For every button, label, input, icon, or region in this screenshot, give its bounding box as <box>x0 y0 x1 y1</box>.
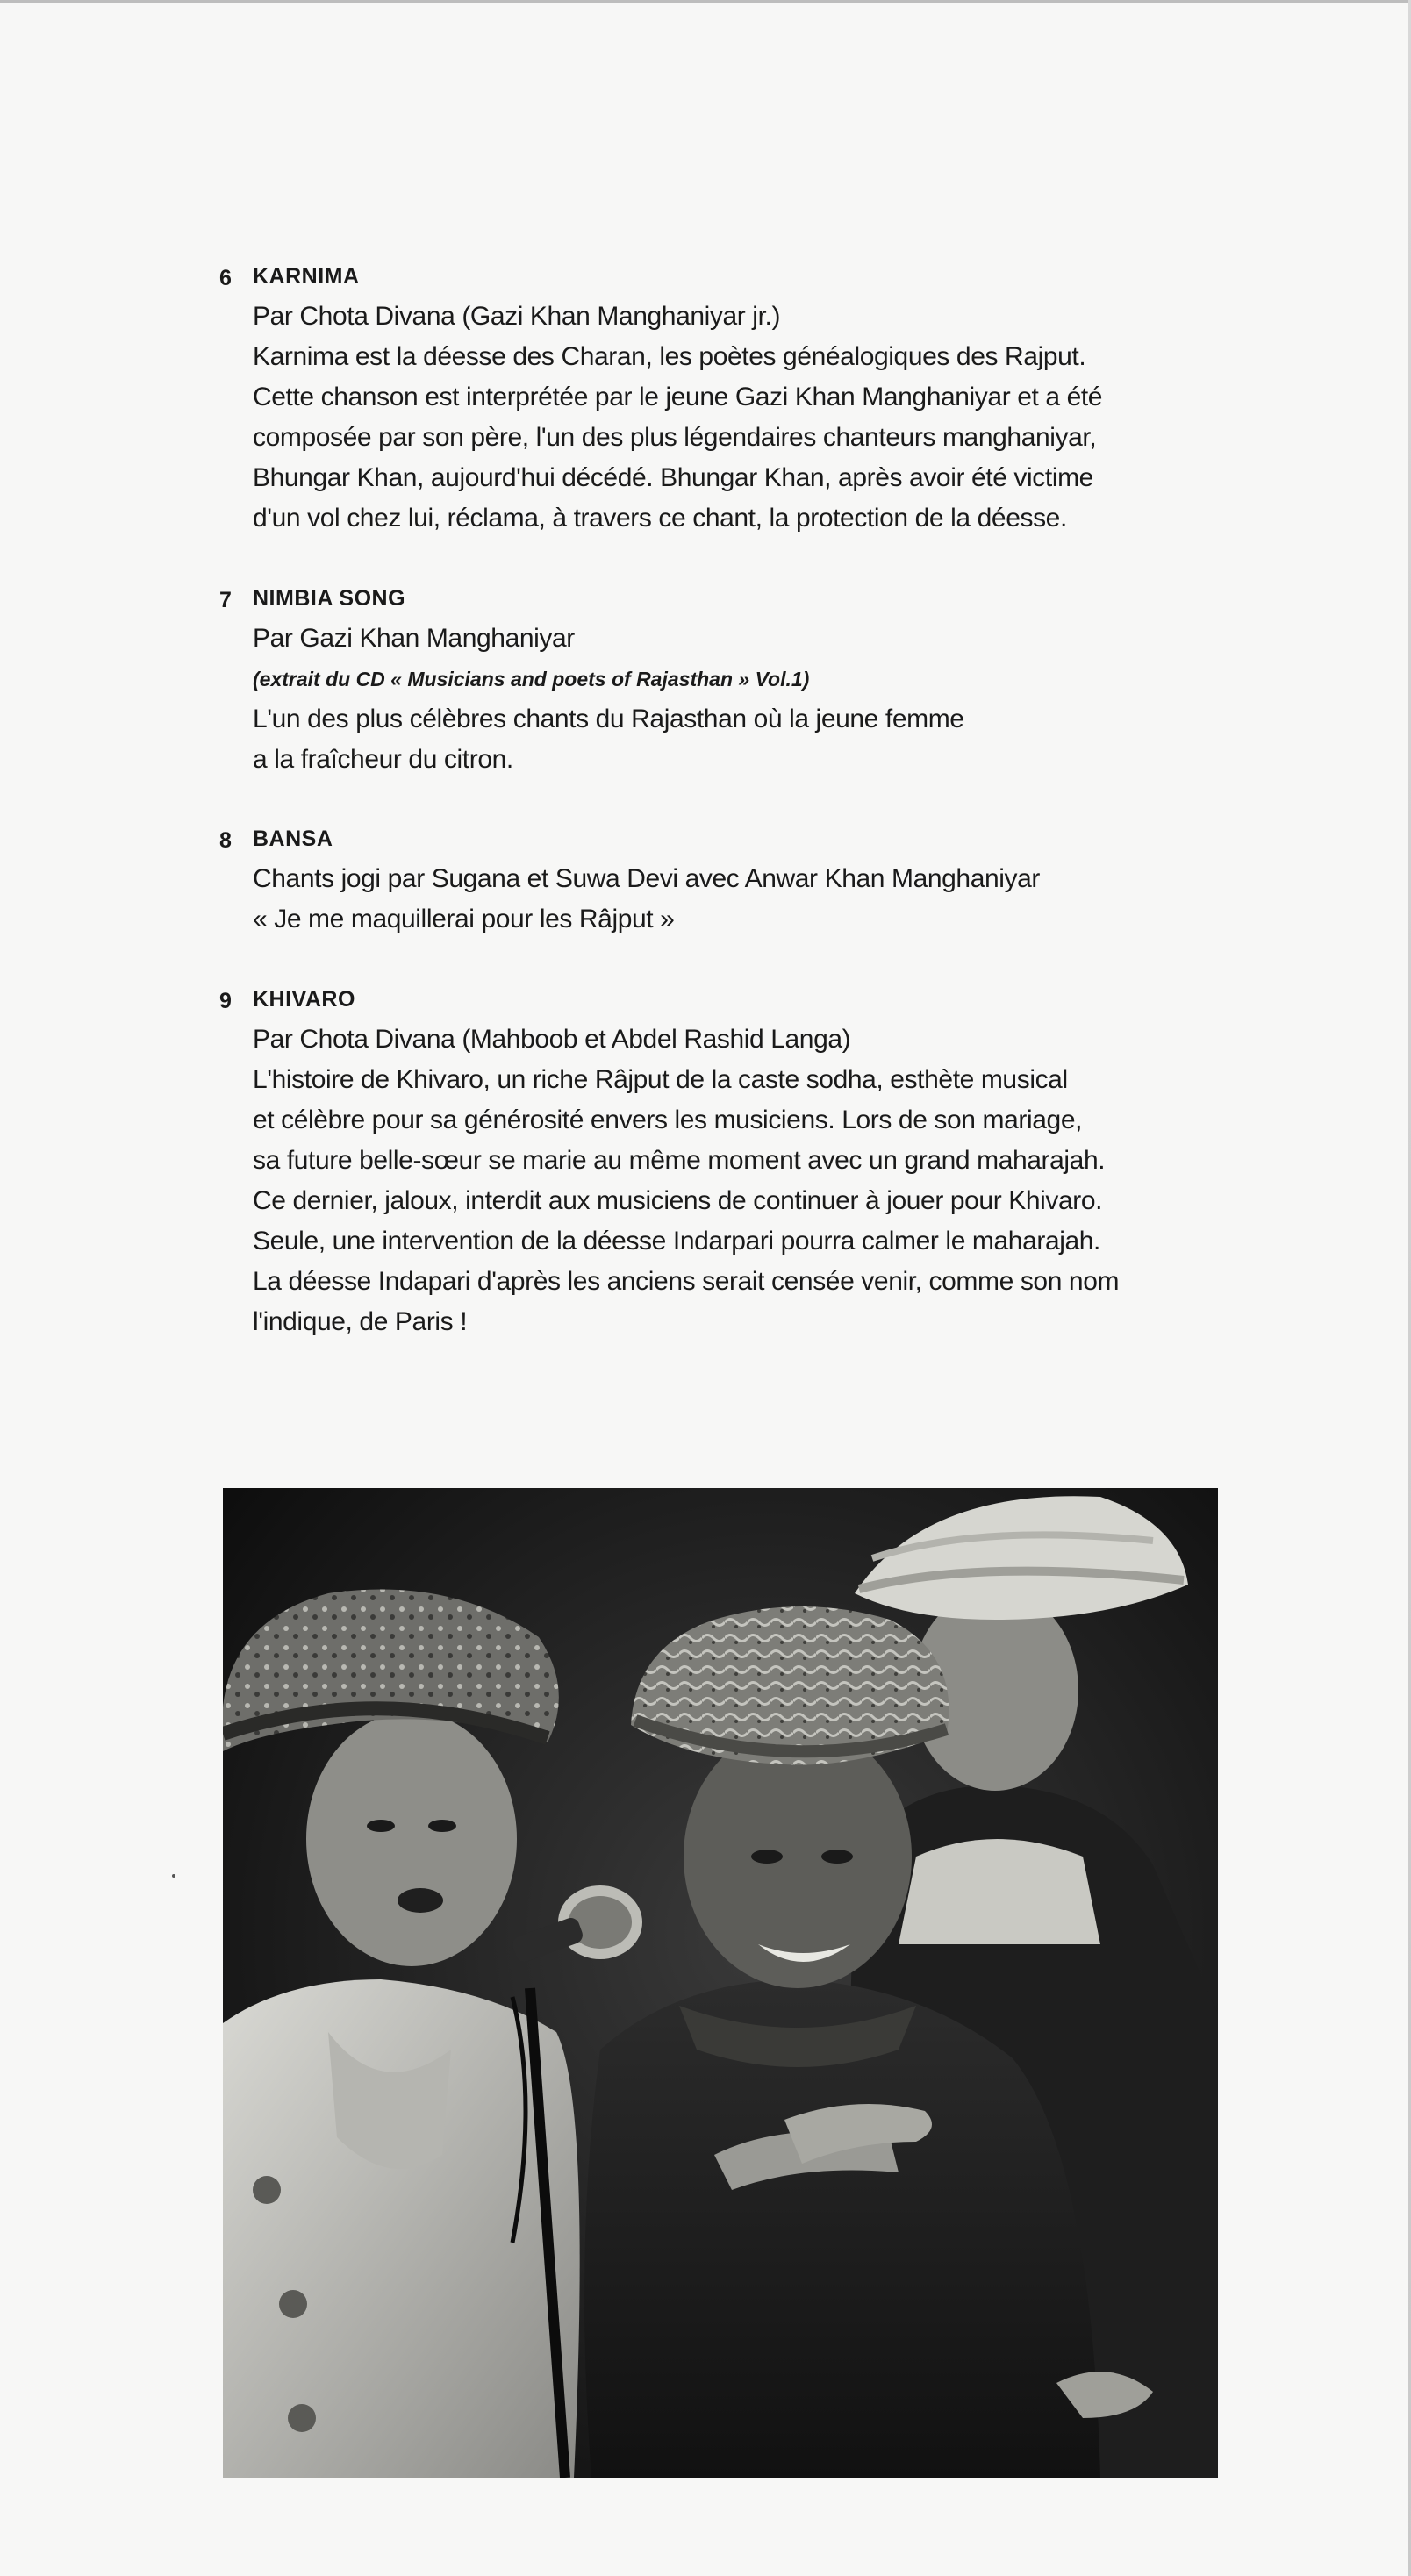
singers-photo-illustration <box>223 1488 1218 2478</box>
track-title: KARNIMA <box>253 264 360 289</box>
track-line: Cette chanson est interprétée par le jeune Gazi Khan Manghaniyar et a été <box>253 383 1103 411</box>
track-line: Karnima est la déesse des Charan, les poètes généalogiques des Rajput. <box>253 342 1086 371</box>
track-line: et célèbre pour sa générosité envers les musiciens. Lors de son mariage, <box>253 1106 1083 1134</box>
track-line: L'histoire de Khivaro, un riche Râjput de la caste sodha, esthète musical <box>253 1065 1068 1094</box>
track-number: 7 <box>219 588 233 612</box>
track-performer: Par Gazi Khan Manghaniyar <box>253 624 575 653</box>
track-title: KHIVARO <box>253 987 355 1012</box>
left-child <box>223 1590 580 2478</box>
track-line: Par Chota Divana (Gazi Khan Manghaniyar jr.) <box>253 302 781 331</box>
track-line: l'indique, de Paris ! <box>253 1307 468 1336</box>
track-line: Seule, une intervention de la déesse Indarpari pourra calmer le maharajah. <box>253 1227 1100 1256</box>
track-line: « Je me maquillerai pour les Râjput » <box>253 905 675 934</box>
track-number: 8 <box>219 828 233 853</box>
track-title: NIMBIA SONG <box>253 586 406 611</box>
track-line: sa future belle-sœur se marie au même moment avec un grand maharajah. <box>253 1146 1106 1175</box>
track-line: Bhungar Khan, aujourd'hui décédé. Bhungar Khan, après avoir été victime <box>253 463 1093 492</box>
track-body <box>253 578 1227 780</box>
track-line: a la fraîcheur du citron. <box>253 745 513 774</box>
track-line: d'un vol chez lui, réclama, à travers ce chant, la protection de la déesse. <box>253 504 1067 533</box>
track-line: Par Chota Divana (Mahboob et Abdel Rashid Langa) <box>253 1025 851 1054</box>
track-number: 9 <box>219 989 233 1013</box>
print-speck <box>172 1874 175 1878</box>
track-number: 6 <box>219 266 233 290</box>
track-source-note: (extrait du CD « Musicians and poets of Rajasthan » Vol.1) <box>253 668 810 691</box>
track-line: composée par son père, l'un des plus légendaires chanteurs manghaniyar, <box>253 423 1097 452</box>
track-title: BANSA <box>253 826 333 851</box>
track-line: L'un des plus célèbres chants du Rajasthan où la jeune femme <box>253 705 964 733</box>
track-body <box>253 819 1227 940</box>
singers-photo <box>223 1488 1218 2478</box>
page-top-edge <box>0 0 1411 3</box>
track-line: La déesse Indapari d'après les anciens serait censée venir, comme son nom <box>253 1267 1120 1296</box>
track-line: Chants jogi par Sugana et Suwa Devi avec Anwar Khan Manghaniyar <box>253 864 1041 893</box>
track-body <box>253 979 1227 1342</box>
track-body <box>253 256 1227 539</box>
track-line: Ce dernier, jaloux, interdit aux musiciens de continuer à jouer pour Khivaro. <box>253 1186 1103 1215</box>
